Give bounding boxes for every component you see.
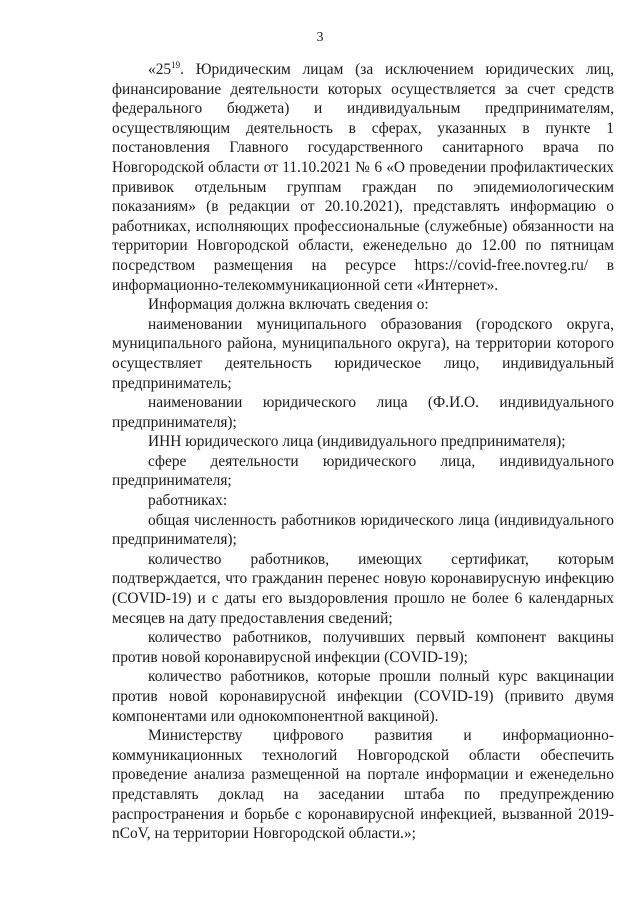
paragraph-first-component: количество работников, получивших первый компонент вакцины против новой коронавирусной инфекции (COVID-19); (112, 629, 614, 666)
paragraph-sphere: сфере деятельности юридического лица, индивидуального предпринимателя; (112, 452, 614, 490)
paragraph-ministry: Министерству цифрового развития и информационно-коммуникационных технологий Новгородской области обеспечить проведение анализа размещенной на портале информации и еженедельно представлять доклад на заседании штаба по предупреждению распространения и борьбе с коронавирусной инфекцией, вызванной 2019-nCoV, на территории Новгородской области.»; (112, 727, 614, 843)
paragraph-full-course: количество работников, которые прошли полный курс вакцинации против новой коронавирусной инфекции (COVID-19) (привито двумя компонентами или однокомпонентной вакциной). (112, 668, 614, 725)
paragraph-inn: ИНН юридического лица (индивидуального предпринимателя); (148, 433, 566, 451)
paragraph-info-intro: Информация должна включать сведения о: (148, 296, 429, 314)
page-number: 3 (316, 30, 324, 45)
document-body (112, 60, 614, 844)
paragraph-entity-name: наименовании юридического лица (Ф.И.О. индивидуального предпринимателя); (112, 394, 614, 431)
paragraph-total-workers: общая численность работников юридического лица (индивидуального предпринимателя); (112, 511, 614, 549)
item-text: . Юридическим лицам (за исключением юридических лиц, финансирование деятельности которых осуществляется за счет средств федерального бюджета) и индивидуальным предпринимателям, осуществляющим деятельность в сферах, указанных в пункте 1 постановления Главного государственного санитарного врача по Новгородской области от 11.10.2021 № 6 «О проведении профилактических прививок отдельным группам граждан по эпидемиологическим показаниям» (в редакции от 20.10.2021), представлять информацию о работниках, исполняющих профессиональные (служебные) обязанности на территории Новгородской области, еженедельно до 12.00 по пятницам посредством размещения на ресурсе https://covid-free.novreg.ru/ в информационно-телекоммуникационной сети «Интернет». (112, 61, 614, 294)
item-number-prefix: «25 (148, 61, 172, 78)
paragraph-certificate: количество работников, имеющих сертификат, которым подтверждается, что гражданин перенес новую коронавирусную инфекцию (COVID-19) и с даты его выздоровления прошло не более 6 календарных месяцев на дату предоставления сведений; (112, 550, 614, 627)
paragraph-municipality: наименовании муниципального образования (городского округа, муниципального района, муниципального округа), на территории которого осуществляет деятельность юридическое лицо, индивидуальный предприниматель; (112, 315, 614, 392)
item-number-superscript: 19 (171, 59, 181, 70)
paragraph-item-25-19 (112, 60, 614, 295)
paragraph-workers: работниках: (148, 492, 228, 510)
